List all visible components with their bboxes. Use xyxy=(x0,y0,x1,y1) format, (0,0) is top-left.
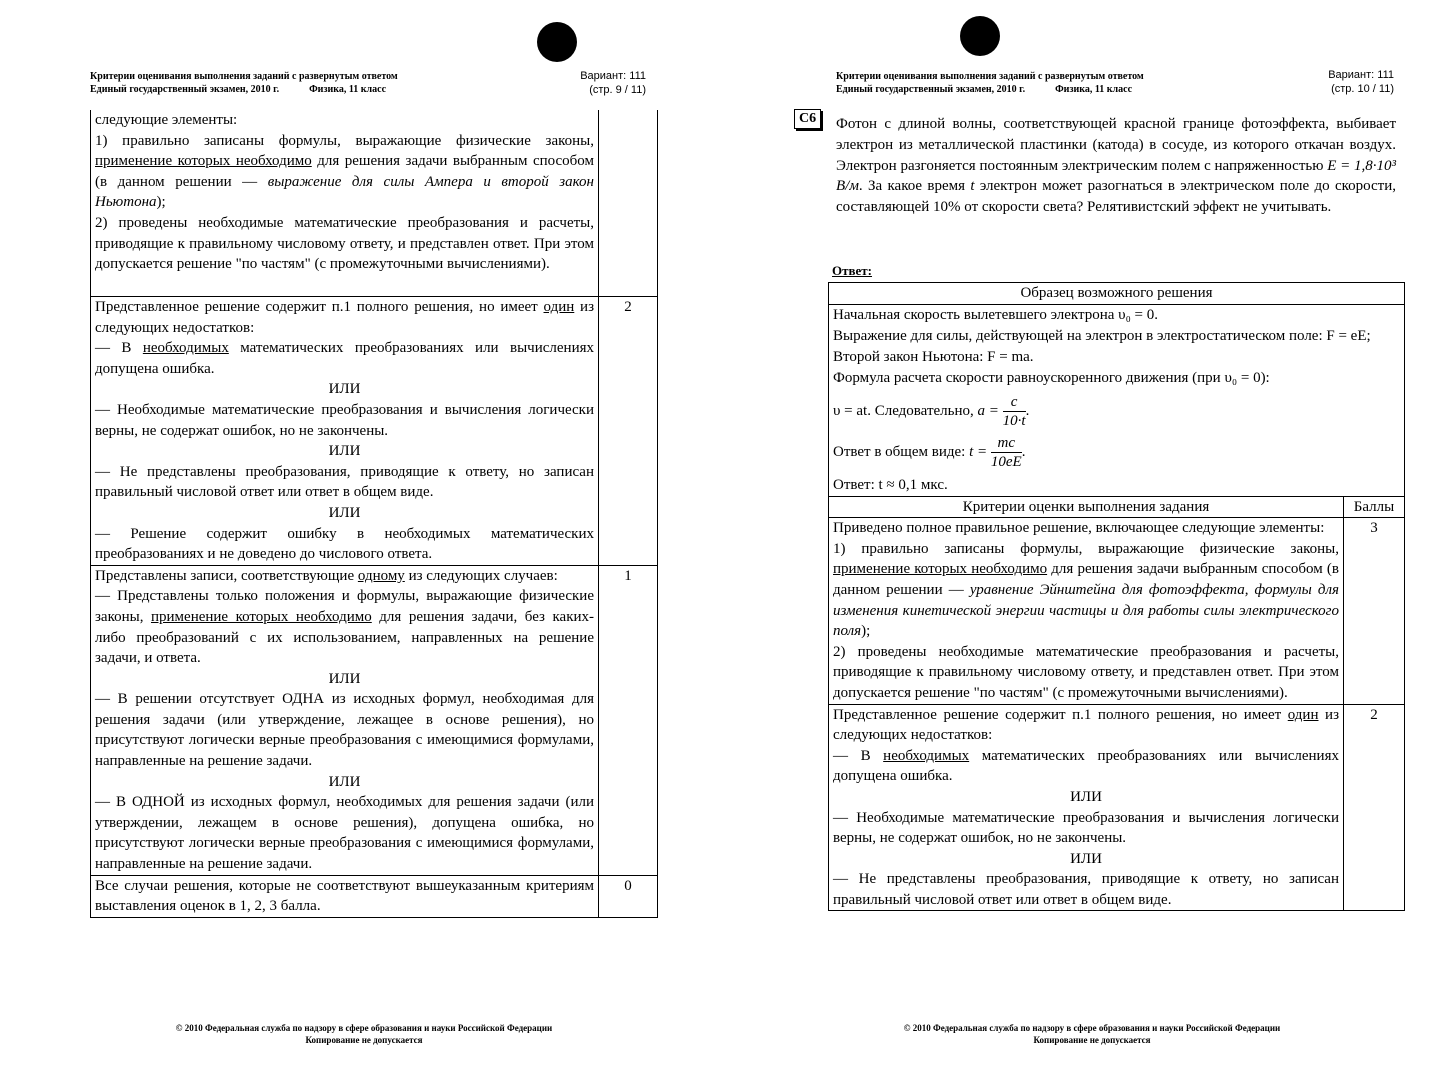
score-cell: 2 xyxy=(1344,704,1405,911)
page-header xyxy=(836,70,1256,96)
criteria-cell: следующие элементы: 1) правильно записаны формулы, выражающие физические законы, применение которых необходимо для решения задачи выбранным способом (в данном решении — выражение для силы Ампера и второй закон Ньютона); 2) проведены необходимые математические преобразования и расчеты, приводящие к правильному числовому ответу, и представлен ответ. При этом допускается решение "по частям" (с промежуточными вычислениями). xyxy=(91,110,599,297)
criteria-cell: Представленное решение содержит п.1 полного решения, но имеет один из следующих недостатков: — В необходимых математических преобразованиях или вычислениях допущена ошибка. ИЛИ — Необходимые математические преобразования и вычисления логически верны, не содержат ошибок, но не закончены. ИЛИ — Не представлены преобразования, приводящие к ответу, но записан правильный числовой ответ или ответ в общем виде. ИЛИ — Решение содержит ошибку в необходимых математических преобразованиях и не доведено до числового ответа. xyxy=(91,297,599,566)
criteria-header: Критерии оценки выполнения задания xyxy=(829,496,1344,518)
table-row xyxy=(91,110,658,297)
score-cell: 0 xyxy=(599,875,658,917)
criteria-cell: Представлены записи, соответствующие одному из следующих случаев: — Представлены только положения и формулы, выражающие физические законы, применение которых необходимо для решения задачи, без каких-либо преобразований с их использованием, направленных на решение задачи, и ответа. ИЛИ — В решении отсутствует ОДНА из исходных формул, необходимая для решения задачи (или утверждение, лежащее в основе решения), но присутствуют логически верные преобразования с имеющимися формулами, направленные на решение задачи. ИЛИ — В ОДНОЙ из исходных формул, необходимых для решения задачи (или утверждении, лежащем в основе решения), допущена ошибка, но присутствуют логически верные преобразования с имеющимися формулами, направленные на решение задачи. xyxy=(91,565,599,875)
copyright: © 2010 Федеральная служба по надзору в сфере образования и науки Российской Федерации xyxy=(903,1023,1281,1033)
table-row xyxy=(91,297,658,566)
table-row xyxy=(829,283,1405,305)
score-cell: 1 xyxy=(599,565,658,875)
score-cell: 3 xyxy=(1344,518,1405,704)
copyright: © 2010 Федеральная служба по надзору в сфере образования и науки Российской Федерации xyxy=(175,1023,553,1033)
fraction: $\frac{c}{10\cdot t}$ xyxy=(1002,393,1026,429)
solution-table xyxy=(828,282,1405,911)
table-row xyxy=(829,304,1405,496)
page-footer xyxy=(728,1022,1456,1046)
page-number: (стр. 9 / 11) xyxy=(589,84,646,96)
score-cell xyxy=(599,110,658,297)
solution-header: Образец возможного решения xyxy=(829,283,1405,305)
header-exam: Единый государственный экзамен, 2010 г. xyxy=(90,84,280,95)
solution-cell: Начальная скорость вылетевшего электрона υ₀ = 0. Выражение для силы, действующей на электрон в электростатическом поле: F = eE; Второй закон Ньютона: F = ma. Формула расчета скорости равноускоренного движения (при υ₀ = 0): υ = at. Следовательно, a = $\frac{c}{10\cdot t}$ . Ответ в общем виде: t = $\frac{mc}{10eE}$ . Ответ: t ≈ 0,1 мкс. xyxy=(829,304,1405,496)
fraction: $\frac{mc}{10eE}$ xyxy=(990,434,1022,470)
criteria-cell: Представленное решение содержит п.1 полного решения, но имеет один из следующих недостатков: — В необходимых математических преобразованиях или вычислениях допущена ошибка. ИЛИ — Необходимые математические преобразования и вычисления логически верны, не содержат ошибок, но не закончены. ИЛИ — Не представлены преобразования, приводящие к ответу, но записан правильный числовой ответ или ответ в общем виде. xyxy=(829,704,1344,911)
page-meta xyxy=(520,69,646,97)
variant-label: Вариант: 111 xyxy=(1328,69,1394,81)
page-meta xyxy=(1258,68,1394,96)
header-subject: Физика, 11 класс xyxy=(309,84,387,95)
points-header: Баллы xyxy=(1344,496,1405,518)
page-header xyxy=(90,70,510,96)
header-title: Критерии оценивания выполнения заданий с развернутым ответом xyxy=(836,71,1144,82)
criteria-table xyxy=(90,110,658,918)
answer-label: Ответ: xyxy=(832,263,873,278)
table-row xyxy=(829,518,1405,704)
score-cell: 2 xyxy=(599,297,658,566)
punch-hole-icon xyxy=(537,22,577,62)
table-row xyxy=(829,496,1405,518)
copy-notice: Копирование не допускается xyxy=(1033,1035,1151,1045)
header-exam: Единый государственный экзамен, 2010 г. xyxy=(836,84,1026,95)
criteria-cell: Все случаи решения, которые не соответствуют вышеуказанным критериям выставления оценок в 1, 2, 3 балла. xyxy=(91,875,599,917)
table-row xyxy=(91,875,658,917)
table-row xyxy=(91,565,658,875)
header-title: Критерии оценивания выполнения заданий с развернутым ответом xyxy=(90,71,398,82)
task-number-badge: С6 xyxy=(794,109,821,129)
page-number: (стр. 10 / 11) xyxy=(1331,83,1394,95)
criteria-cell: Приведено полное правильное решение, включающее следующие элементы: 1) правильно записаны формулы, выражающие физические законы, применение которых необходимо для решения задачи выбранным способом (в данном решении — уравнение Эйнштейна для фотоэффекта, формулы для изменения кинетической энергии частицы и для работы силы электрического поля); 2) проведены необходимые математические преобразования и расчеты, приводящие к правильному числовому ответу, и представлен ответ. При этом допускается решение "по частям" (с промежуточными вычислениями). xyxy=(829,518,1344,704)
right-page xyxy=(728,0,1456,1066)
page-footer xyxy=(0,1022,728,1046)
task-text: Фотон с длиной волны, соответствующей красной границе фотоэффекта, выбивает электрон из металлической пластинки (катода) в сосуде, из которого откачан воздух. Электрон разгоняется постоянным электрическим полем с напряженностью E = 1,8·10³ В/м. За какое время t электрон может разогнаться в электрическом поле до скорости, составляющей 10% от скорости света? Релятивистский эффект не учитывать. xyxy=(836,116,1396,216)
punch-hole-icon xyxy=(960,16,1000,56)
variant-label: Вариант: 111 xyxy=(580,70,646,82)
copy-notice: Копирование не допускается xyxy=(305,1035,423,1045)
header-subject: Физика, 11 класс xyxy=(1055,84,1133,95)
table-row xyxy=(829,704,1405,911)
